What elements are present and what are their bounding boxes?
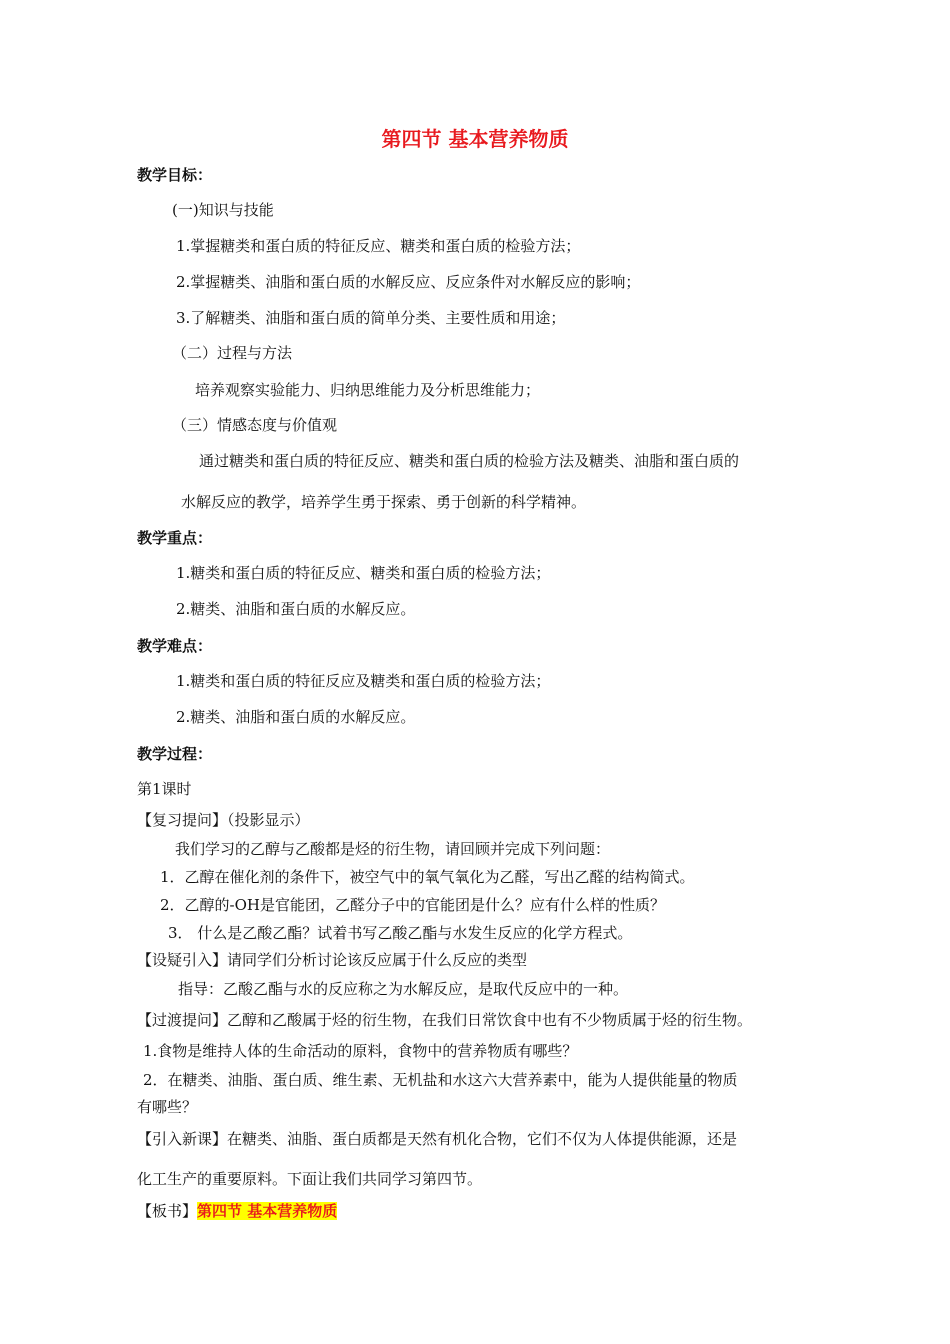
- review-tag: 【复习提问】（投影显示）: [137, 811, 310, 829]
- objectives-item3-line1: 通过糖类和蛋白质的特征反应、糖类和蛋白质的检验方法及糖类、油脂和蛋白质的: [199, 452, 740, 470]
- page-title: 第四节 基本营养物质: [381, 127, 569, 151]
- question-1: 1.食物是维持人体的生命活动的原料，食物中的营养物质有哪些？: [143, 1042, 578, 1060]
- difficulties-heading: 教学难点：: [137, 637, 213, 655]
- key-point-1: 1.糖类和蛋白质的特征反应、糖类和蛋白质的检验方法；: [176, 564, 551, 582]
- board-tag: 【板书】: [137, 1202, 198, 1220]
- objectives-heading: 教学目标：: [137, 166, 213, 184]
- objectives-item-3: 3.了解糖类、油脂和蛋白质的简单分类、主要性质和用途；: [176, 309, 566, 327]
- key-points-heading: 教学重点：: [137, 529, 213, 547]
- intro-line1: 【引入新课】在糖类、油脂、蛋白质都是天然有机化合物，它们不仅为人体提供能源，还是: [137, 1130, 738, 1148]
- objectives-item3-line2: 水解反应的教学，培养学生勇于探索、勇于创新的科学精神。: [181, 493, 587, 511]
- board-title-highlight: 第四节 基本营养物质: [197, 1202, 338, 1220]
- difficulty-2: 2.糖类、油脂和蛋白质的水解反应。: [176, 708, 416, 726]
- objectives-item-1: 1.掌握糖类和蛋白质的特征反应、糖类和蛋白质的检验方法；: [176, 237, 581, 255]
- difficulty-1: 1.糖类和蛋白质的特征反应及糖类和蛋白质的检验方法；: [176, 672, 551, 690]
- review-item-3: 3． 什么是乙酸乙酯？试着书写乙酸乙酯与水发生反应的化学方程式。: [168, 924, 633, 942]
- intro-line2: 化工生产的重要原料。下面让我们共同学习第四节。: [137, 1170, 483, 1188]
- objectives-sub2: （二）过程与方法: [172, 344, 293, 362]
- objectives-sub3: （三）情感态度与价值观: [172, 416, 338, 434]
- review-intro: 我们学习的乙醇与乙酸都是烃的衍生物，请回顾并完成下列问题：: [175, 840, 611, 858]
- doubt-line: 【设疑引入】请同学们分析讨论该反应属于什么反应的类型: [137, 951, 528, 969]
- question-2-line2: 有哪些？: [137, 1098, 198, 1116]
- key-point-2: 2.糖类、油脂和蛋白质的水解反应。: [176, 600, 416, 618]
- board-line: [137, 1201, 337, 1221]
- review-item-2: 2．乙醇的-OH是官能团，乙醛分子中的官能团是什么？应有什么样的性质？: [160, 896, 665, 914]
- objectives-item-2: 2.掌握糖类、油脂和蛋白质的水解反应、反应条件对水解反应的影响；: [176, 273, 641, 291]
- objectives-item2: 培养观察实验能力、归纳思维能力及分析思维能力；: [195, 381, 541, 399]
- guide-line: 指导：乙酸乙酯与水的反应称之为水解反应，是取代反应中的一种。: [178, 980, 629, 998]
- question-2-line1: 2．在糖类、油脂、蛋白质、维生素、无机盐和水这六大营养素中，能为人提供能量的物质: [143, 1071, 738, 1089]
- objectives-sub1: (一)知识与技能: [172, 201, 274, 219]
- review-item-1: 1．乙醇在催化剂的条件下，被空气中的氧气氧化为乙醛，写出乙醛的结构简式。: [160, 868, 695, 886]
- lesson-label: 第1课时: [137, 780, 192, 798]
- process-heading: 教学过程：: [137, 745, 213, 763]
- transition-line: 【过渡提问】乙醇和乙酸属于烃的衍生物，在我们日常饮食中也有不少物质属于烃的衍生物。: [137, 1011, 753, 1029]
